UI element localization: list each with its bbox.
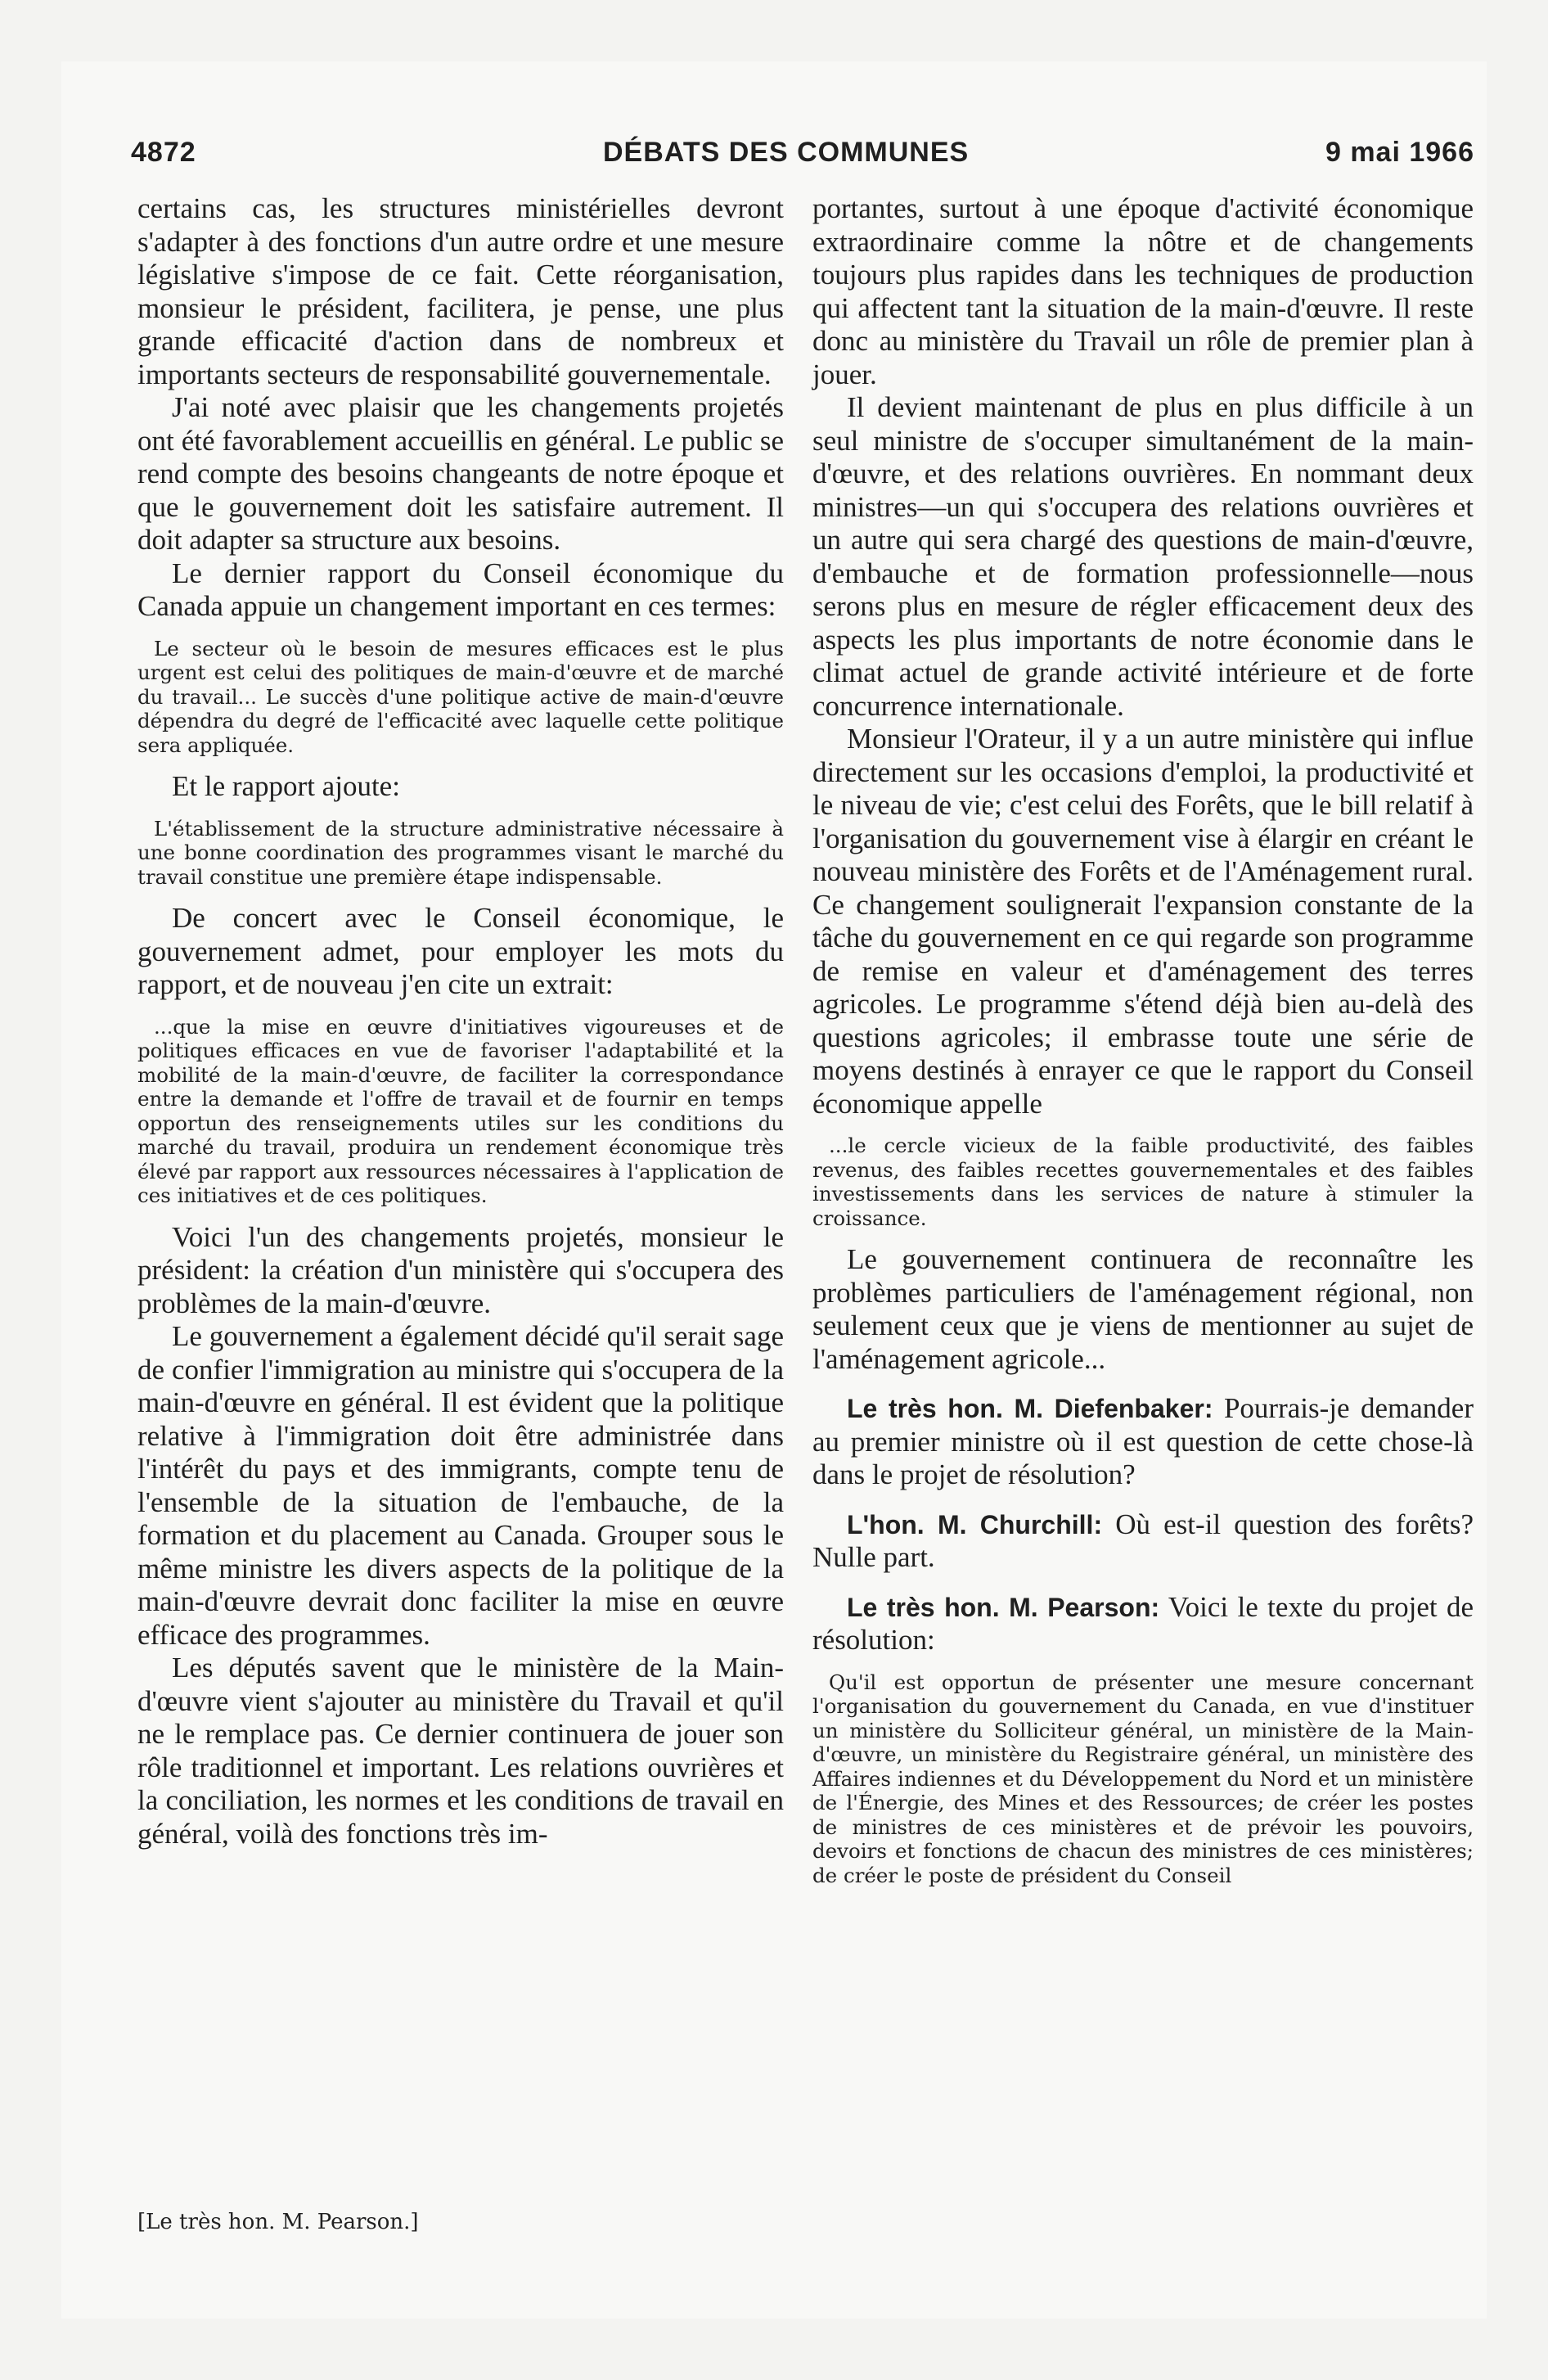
page-number: 4872 [131, 137, 196, 168]
resolution-text: Qu'il est opportun de présenter une mesure concernant l'organisation du gouvernement du Canada, en vue d'instituer un ministère du Solliciteur général, un ministère de la Main-d'œuvre, un ministère du Registraire général, un ministère des Affaires indiennes et du Développement du Nord et un ministère de l'Énergie, des Mines et des Ressources; de créer les postes de ministres de ces ministères et de prévoir les pouvoirs, devoirs et fonctions de chacun des ministres de ces ministères; de créer le poste de président du Conseil [812, 1670, 1474, 1887]
block-quote: ...que la mise en œuvre d'initiatives vigoureuses et de politiques efficaces en vue de favoriser l'adaptabilité et la mobilité de la main-d'œuvre, de faciliter la correspondance entre la demande et l'offre de travail et de fournir en temps opportun des renseignements utiles sur les conditions du marché du travail, produira un rendement économique très élevé par rapport aux ressources nécessaires à l'application de ces initiatives et de ces politiques. [137, 1014, 784, 1207]
speech-text: Pourrais-je demander au premier ministre où il est question de cette chose-là dans le projet de résolution? [812, 1392, 1474, 1490]
page-date: 9 mai 1966 [1325, 137, 1474, 168]
speech-pearson [812, 1591, 1474, 1657]
paragraph: Le dernier rapport du Conseil économique du Canada appuie un changement important en ces termes: [137, 557, 784, 622]
speech-diefenbaker [812, 1392, 1474, 1492]
left-column [137, 192, 784, 1850]
paragraph: Monsieur l'Orateur, il y a un autre ministère qui influe directement sur les occasions d'emploi, la productivité et le niveau de vie; c'est celui des Forêts, que le bill relatif à l'organisation du gouvernement vise à élargir en créant le nouveau ministère des Forêts et de l'Aménagement rural. Ce changement soulignerait l'expansion constante de la tâche du gouvernement en ce qui regarde son programme de remise en valeur et d'aménagement des terres agricoles. Le programme s'étend déjà bien au-delà des questions agricoles; il embrasse toute une série de moyens destinés à enrayer ce que le rapport du Conseil économique appelle [812, 723, 1474, 1120]
paragraph: Et le rapport ajoute: [172, 770, 400, 802]
paragraph: J'ai noté avec plaisir que les changements projetés ont été favorablement accueillis en général. Le public se rend compte des besoins changeants de notre époque et que le gouvernement doit les satisfaire autrement. Il doit adapter sa structure aux besoins. [137, 391, 784, 556]
right-column [812, 192, 1474, 1900]
speaker-name: Le très hon. M. Diefenbaker: [847, 1394, 1213, 1423]
speech-text: Où est-il question des forêts? Nulle part. [812, 1508, 1474, 1573]
speaker-name: Le très hon. M. Pearson: [847, 1592, 1160, 1622]
paragraph: Le gouvernement continuera de reconnaître les problèmes particuliers de l'aménagement régional, non seulement ceux que je viens de mentionner au sujet de l'aménagement agricole... [812, 1243, 1474, 1375]
speech-churchill [812, 1508, 1474, 1575]
paragraph: Il devient maintenant de plus en plus difficile à un seul ministre de s'occuper simultanément de la main-d'œuvre, et des relations ouvrières. En nommant deux ministres—un qui s'occupera des relations ouvrières et un autre qui sera chargé des questions de main-d'œuvre, d'embauche et de formation professionnelle—nous serons plus en mesure de régler efficacement deux des aspects les plus importants de notre économie dans le climat actuel de grande activité intérieure et de forte concurrence internationale. [812, 391, 1474, 722]
speaker-name: L'hon. M. Churchill: [847, 1509, 1103, 1539]
block-quote: Le secteur où le besoin de mesures efficaces est le plus urgent est celui des politiques de main-d'œuvre et de marché du travail... Le succès d'une politique active de main-d'œuvre dépendra du degré de l'efficacité avec laquelle cette politique sera appliquée. [137, 636, 784, 757]
journal-title: DÉBATS DES COMMUNES [603, 137, 970, 168]
paragraph: Voici l'un des changements projetés, monsieur le président: la création d'un ministère qui s'occupera des problèmes de la main-d'œuvre. [137, 1220, 784, 1319]
paragraph: Le gouvernement a également décidé qu'il serait sage de confier l'immigration au ministre qui s'occupera de la main-d'œuvre en général. Il est évident que la politique relative à l'immigration doit être administrée dans l'intérêt du pays et des immigrants, compte tenu de l'ensemble de la situation de l'embauche, de la formation et du placement au Canada. Grouper sous le même ministre les divers aspects de la politique de la main-d'œuvre devrait donc faciliter la mise en œuvre efficace des programmes. [137, 1320, 784, 1651]
block-quote: L'établissement de la structure administrative nécessaire à une bonne coordination des programmes visant le marché du travail constitue une première étape indispensable. [137, 816, 784, 889]
footer-speaker-name: [Le très hon. M. Pearson.] [137, 2210, 419, 2234]
paragraph: De concert avec le Conseil économique, le gouvernement admet, pour employer les mots du rapport, et de nouveau j'en cite un extrait: [137, 902, 784, 1000]
paragraph: Les députés savent que le ministère de la Main-d'œuvre vient s'ajouter au ministère du Travail et qu'il ne le remplace pas. Ce dernier continuera de jouer son rôle traditionnel et important. Les relations ouvrières et la conciliation, les normes et les conditions de travail en général, voilà des fonctions très im- [137, 1652, 784, 1850]
paragraph: certains cas, les structures ministérielles devront s'adapter à des fonctions d'un autre ordre et une mesure législative s'impose de ce fait. Cette réorganisation, monsieur le président, facilitera, je pense, une plus grande efficacité d'action dans de nombreux et importants secteurs de responsabilité gouvernementale. [137, 192, 784, 390]
speech-text: Voici le texte du projet de résolution: [812, 1590, 1474, 1656]
paragraph: portantes, surtout à une époque d'activité économique extraordinaire comme la nôtre et de changements toujours plus rapides dans les techniques de production qui affectent tant la situation de la main-d'œuvre. Il reste donc au ministère du Travail un rôle de premier plan à jouer. [812, 192, 1474, 390]
block-quote: ...le cercle vicieux de la faible productivité, des faibles revenus, des faibles recettes gouvernementales et des faibles investissements dans les services de nature à stimuler la croissance. [812, 1134, 1474, 1230]
